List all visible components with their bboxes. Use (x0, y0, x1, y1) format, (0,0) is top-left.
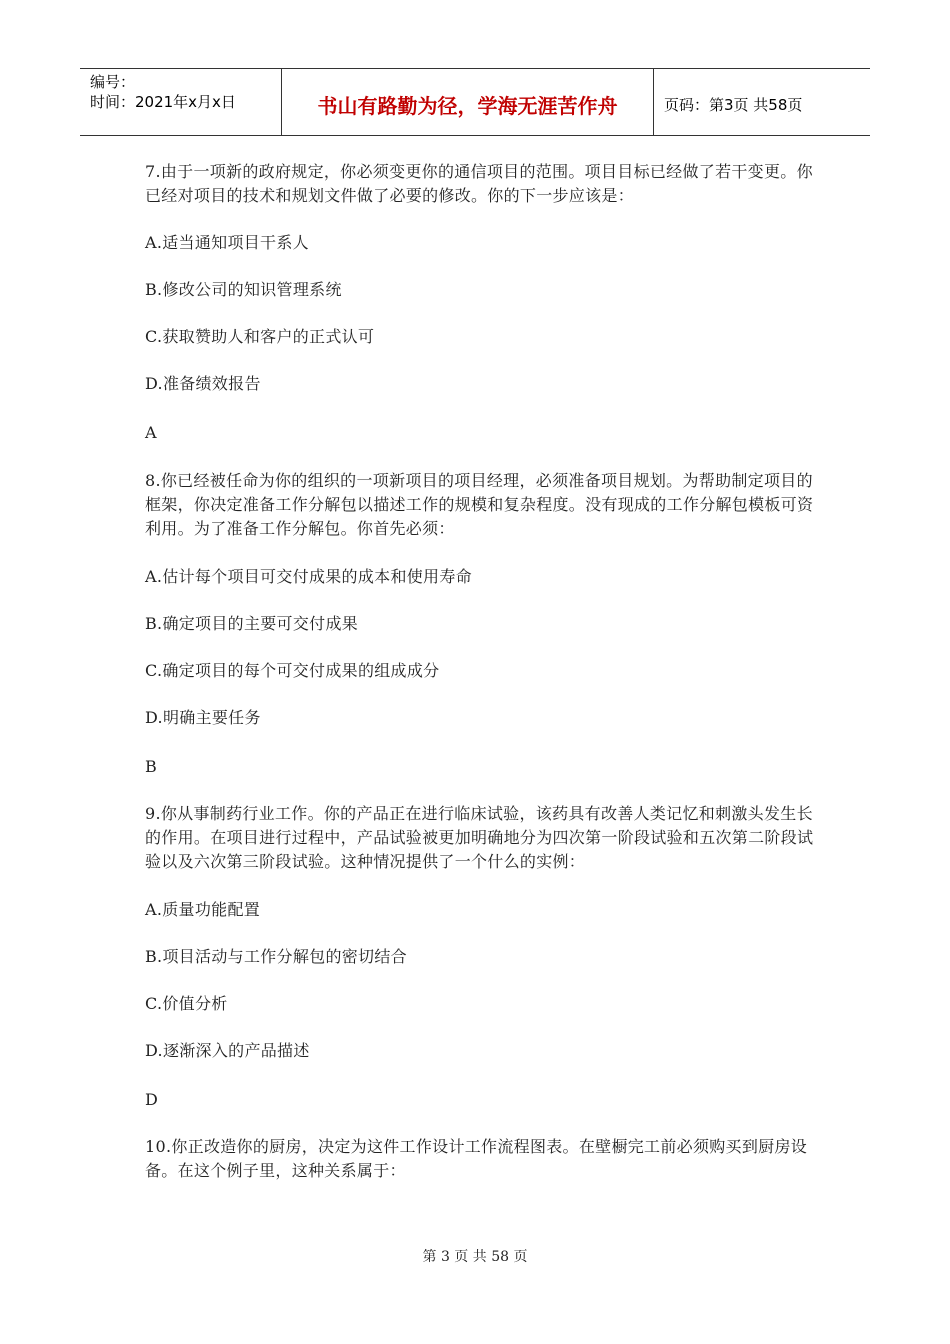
option-c: C.确定项目的每个可交付成果的组成成分 (145, 661, 440, 680)
question-stem: 8.你已经被任命为你的组织的一项新项目的项目经理，必须准备项目规划。为帮助制定项目的框架，你决定准备工作分解包以描述工作的规模和复杂程度。没有现成的工作分解包模板可资利用。为了准备工作分解包。你首先必须： (145, 471, 814, 538)
question-stem: 7.由于一项新的政府规定，你必须变更你的通信项目的范围。项目目标已经做了若干变更。你已经对项目的技术和规划文件做了必要的修改。你的下一步应该是： (145, 162, 813, 205)
option-c: C.价值分析 (145, 994, 228, 1013)
option-d: D.准备绩效报告 (145, 374, 261, 393)
option-a: A.适当通知项目干系人 (145, 233, 309, 252)
answer: B (145, 757, 158, 776)
answer: D (145, 1090, 159, 1109)
question-stem: 10.你正改造你的厨房，决定为这件工作设计工作流程图表。在壁橱完工前必须购买到厨房设备。在这个例子里，这种关系属于： (145, 1137, 808, 1180)
number-label: 编号： (90, 73, 136, 91)
header-meta (80, 69, 282, 135)
option-a: A.质量功能配置 (145, 900, 261, 919)
option-a: A.估计每个项目可交付成果的成本和使用寿命 (145, 567, 472, 586)
time-label: 时间：2021年x月x日 (90, 93, 236, 111)
header-page-info: 页码：第3页 共58页 (664, 95, 803, 114)
answer: A (145, 423, 157, 442)
page-footer: 第 3 页 共 58 页 (422, 1249, 528, 1265)
option-c: C.获取赞助人和客户的正式认可 (145, 327, 375, 346)
option-d: D.逐渐深入的产品描述 (145, 1041, 310, 1060)
option-b: B.修改公司的知识管理系统 (145, 280, 342, 299)
option-b: B.项目活动与工作分解包的密切结合 (145, 947, 407, 966)
question-stem: 9.你从事制药行业工作。你的产品正在进行临床试验，该药具有改善人类记忆和刺激头发生长的作用。在项目进行过程中，产品试验被更加明确地分为四次第一阶段试验和五次第二阶段试验以及六次第三阶段试验。这种情况提供了一个什么的实例： (145, 804, 814, 871)
option-b: B.确定项目的主要可交付成果 (145, 614, 359, 633)
option-d: D.明确主要任务 (145, 708, 261, 727)
header-motto: 书山有路勤为径，学海无涯苦作舟 (282, 69, 654, 135)
page-header (80, 68, 870, 136)
